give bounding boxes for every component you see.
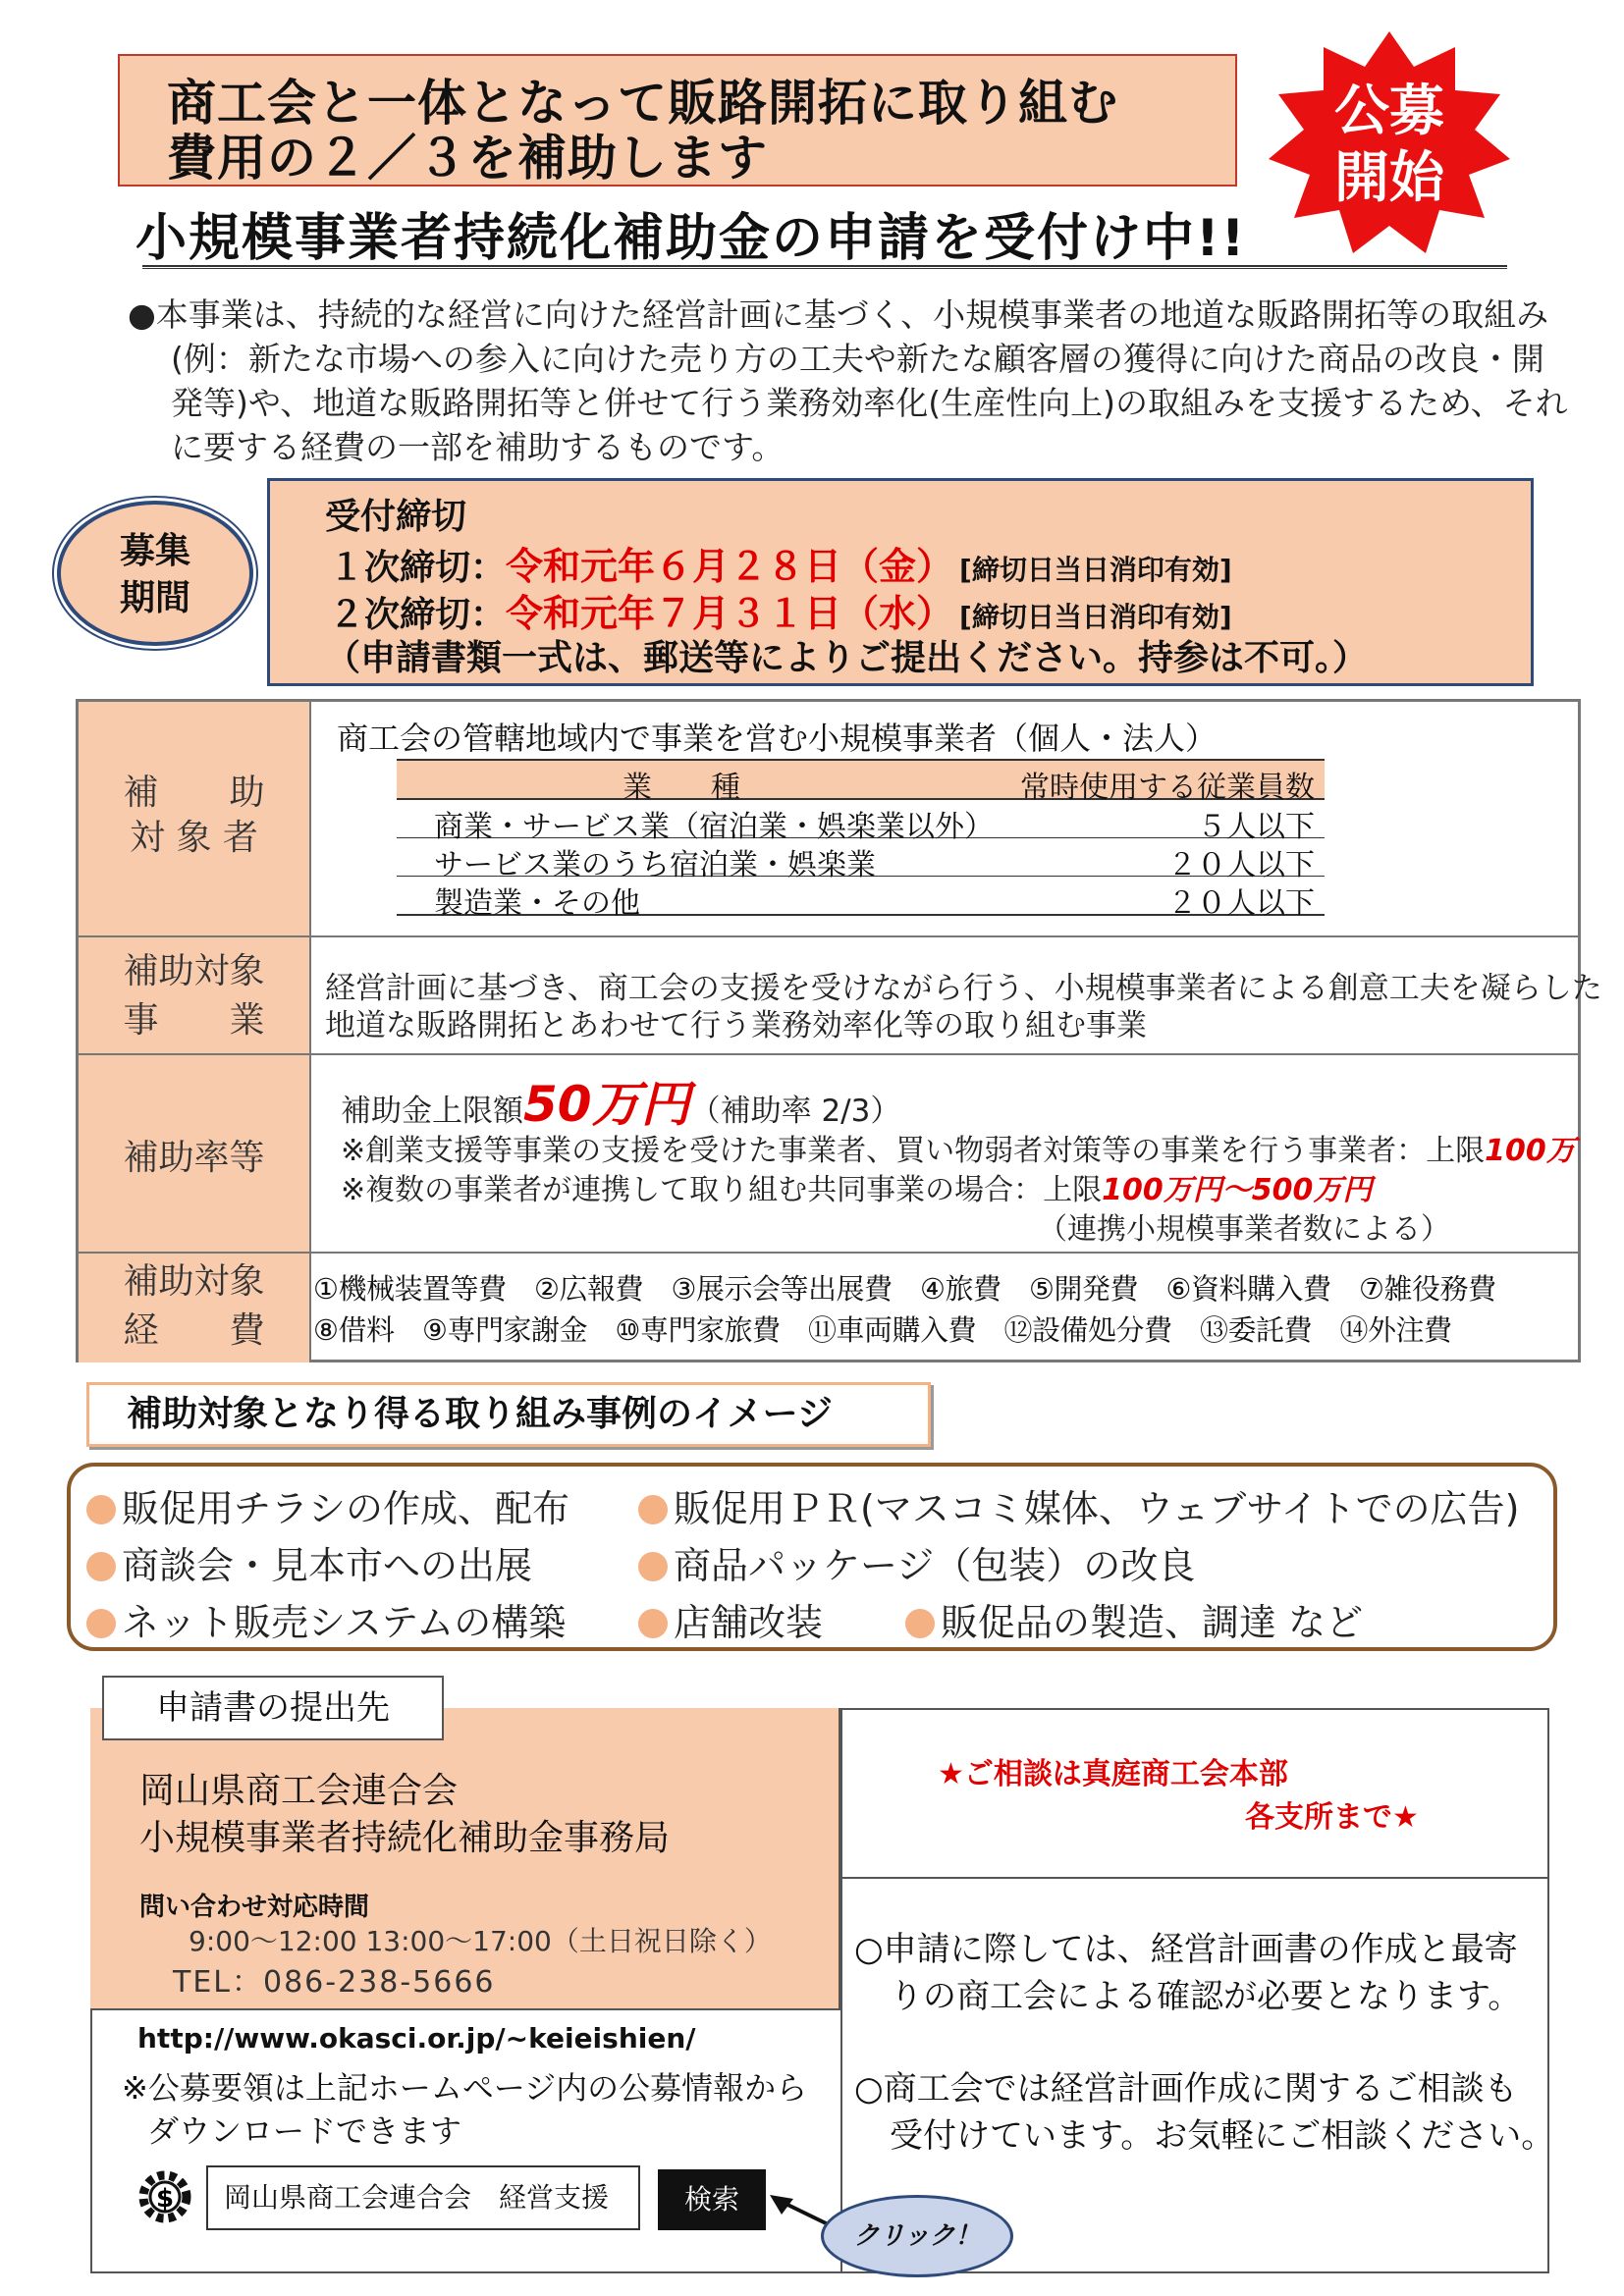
rate-note2-suffix: （連携小規模事業者数による） xyxy=(1038,1212,1450,1247)
period-note: （申請書類一式は、郵送等によりご提出ください。持参は不可。） xyxy=(325,638,1369,678)
shokokai-logo-gear-icon xyxy=(134,2165,196,2228)
industry-cell: サービス業のうち宿泊業・娯楽業 xyxy=(434,848,876,882)
bullet-dot-icon xyxy=(86,1552,116,1581)
header-line2: 費用の２／３を補助します xyxy=(167,130,768,187)
first-deadline xyxy=(329,536,1232,590)
target-label-1: 補 助 xyxy=(123,773,265,813)
project-line2: 地道な販路開拓とあわせて行う業務効率化等の取り組む事業 xyxy=(325,1008,1147,1043)
download-note-1: ※公募要領は上記ホームページ内の公募情報から xyxy=(122,2069,808,2107)
tel-text: TEL：086-238-5666 xyxy=(173,1965,496,2000)
hours-text: 9:00～12:00 13:00～17:00（土日祝日除く） xyxy=(189,1925,772,1957)
bullet-dot-icon xyxy=(86,1495,116,1524)
consult-note2-line2: 受付けています。お気軽にご相談ください。 xyxy=(890,2116,1555,2156)
org-name-1: 岡山県商工会連合会 xyxy=(139,1771,459,1811)
period-box xyxy=(267,478,1534,686)
list-item xyxy=(638,1592,823,1646)
example-text: ネット販売システムの構築 xyxy=(122,1601,567,1644)
svg-text:$: $ xyxy=(155,2184,175,2214)
subtitle: 小規模事業者持続化補助金の申請を受付け中!! xyxy=(135,209,1247,268)
consult-note2-line1: ○商工会では経営計画作成に関するご相談も xyxy=(854,2069,1518,2109)
example-text: 販促品の製造、調達 など xyxy=(941,1601,1364,1644)
expense-label-1: 補助対象 xyxy=(123,1261,265,1302)
target-label xyxy=(79,702,311,937)
expense-content xyxy=(311,1254,1578,1362)
submission-tab: 申請書の提出先 xyxy=(102,1676,444,1740)
first-deadline-note: [締切日当日消印有効] xyxy=(959,554,1232,586)
header-line1: 商工会と一体となって販路開拓に取り組む xyxy=(167,75,1118,132)
target-label-2: 対 象 者 xyxy=(130,818,258,858)
click-callout: クリック！ xyxy=(821,2195,1013,2277)
col-industry: 業 種 xyxy=(623,771,740,805)
col-employees: 常時使用する従業員数 xyxy=(1020,771,1315,805)
period-label-oval xyxy=(57,501,253,646)
examples-title: 補助対象となり得る取り組み事例のイメージ xyxy=(86,1382,931,1447)
bullet-dot-icon xyxy=(86,1609,116,1638)
bottom-divider-horizontal xyxy=(840,1877,1549,1879)
second-deadline-date: 令和元年７月３１日（水） xyxy=(506,592,954,635)
industry-cell: 製造業・その他 xyxy=(434,886,640,921)
bullet-dot-icon xyxy=(905,1609,935,1638)
rate-note1 xyxy=(341,1126,1576,1169)
target-desc: 商工会の管轄地域内で事業を営む小規模事業者（個人・法人） xyxy=(337,720,1218,757)
org-name-2: 小規模事業者持続化補助金事務局 xyxy=(139,1818,671,1858)
deadline-heading: 受付締切 xyxy=(325,497,467,537)
example-text: 商品パッケージ（包装）の改良 xyxy=(674,1544,1196,1587)
rate-label: 補助率等 xyxy=(79,1055,311,1254)
project-content xyxy=(311,937,1602,1055)
project-label-1: 補助対象 xyxy=(123,951,265,991)
rate-note1-amount: 100万 xyxy=(1485,1134,1576,1168)
rate-note2-amount: 100万円～500万円 xyxy=(1102,1173,1373,1207)
industry-table-header xyxy=(397,759,1325,805)
hours-label: 問い合わせ対応時間 xyxy=(139,1893,370,1922)
project-line1: 経営計画に基づき、商工会の支援を受けながら行う、小規模事業者による創意工夫を凝らした xyxy=(325,971,1602,1006)
table-row xyxy=(397,877,1325,921)
list-item xyxy=(905,1592,1363,1646)
list-item xyxy=(86,1535,532,1589)
example-text: 販促用チラシの作成、配布 xyxy=(122,1487,570,1530)
search-box[interactable]: 岡山県商工会連合会 経営支援 xyxy=(206,2165,640,2230)
industry-table xyxy=(397,759,1325,921)
rate-note2 xyxy=(341,1165,1372,1208)
homepage-link[interactable]: http://www.okasci.or.jp/~keieishien/ xyxy=(137,2022,696,2055)
badge-line2: 開始 xyxy=(1334,146,1444,210)
table-row xyxy=(397,838,1325,882)
intro-text xyxy=(128,293,1571,469)
rate-note2-prefix: ※複数の事業者が連携して取り組む共同事業の場合：上限 xyxy=(341,1173,1103,1207)
period-label-1: 募集 xyxy=(119,531,190,571)
list-item xyxy=(86,1478,569,1532)
project-label-2: 事 業 xyxy=(123,1000,265,1041)
period-label-2: 期間 xyxy=(119,578,190,618)
example-text: 商談会・見本市への出展 xyxy=(122,1544,533,1587)
subtitle-underline xyxy=(142,265,1507,269)
rate-content xyxy=(311,1055,1578,1254)
second-deadline-label: ２次締切： xyxy=(329,595,507,635)
expense-line2: ⑧借料 ⑨専門家謝金 ⑩専門家旅費 ⑪車両購入費 ⑫設備処分費 ⑬委託費 ⑭外注費 xyxy=(313,1313,1452,1347)
table-row xyxy=(397,800,1325,844)
rate-limit-amount: 50万円 xyxy=(523,1076,690,1133)
consult-line1: ★ご相談は真庭商工会本部 xyxy=(938,1757,1288,1791)
open-badge-burst-icon xyxy=(1267,29,1512,255)
expense-label xyxy=(79,1254,311,1362)
expense-label-2: 経 費 xyxy=(123,1310,265,1351)
list-item xyxy=(638,1535,1195,1589)
rate-limit-prefix: 補助金上限額 xyxy=(341,1094,523,1129)
bullet-dot-icon xyxy=(638,1552,668,1581)
bullet-dot-icon xyxy=(638,1609,668,1638)
second-deadline-note: [締切日当日消印有効] xyxy=(959,601,1232,633)
expense-line1: ①機械装置等費 ②広報費 ③展示会等出展費 ④旅費 ⑤開発費 ⑥資料購入費 ⑦雑役務費 xyxy=(313,1272,1496,1306)
consult-line2: 各支所まで★ xyxy=(1245,1800,1419,1835)
badge-line1: 公募 xyxy=(1334,80,1444,143)
examples-box xyxy=(67,1463,1557,1651)
example-text: 店舗改装 xyxy=(674,1601,824,1644)
rate-note1-prefix: ※創業支援等事業の支援を受けた事業者、買い物弱者対策等の事業を行う事業者：上限 xyxy=(341,1134,1486,1168)
header-box xyxy=(118,54,1237,187)
project-label xyxy=(79,937,311,1055)
employees-cell: ２０人以下 xyxy=(1167,848,1315,882)
address-box xyxy=(90,1708,840,2010)
rate-limit-rate: （補助率 2/3） xyxy=(689,1094,901,1129)
consult-note1-line2: りの商工会による確認が必要となります。 xyxy=(890,1977,1522,2016)
example-text: 販促用ＰＲ(マスコミ媒体、ウェブサイトでの広告) xyxy=(674,1487,1520,1530)
list-item xyxy=(638,1478,1519,1532)
first-deadline-date: 令和元年６月２８日（金） xyxy=(506,545,954,588)
search-button[interactable]: 検索 xyxy=(658,2169,766,2230)
download-note-2: ダウンロードできます xyxy=(147,2112,462,2150)
first-deadline-label: １次締切： xyxy=(329,548,507,588)
industry-cell: 商業・サービス業（宿泊業・娯楽業以外） xyxy=(434,810,994,844)
intro-paragraph: ●本事業は、持続的な経営に向けた経営計画に基づく、小規模事業者の地道な販路開拓等の取組み(例：新たな市場への参入に向けた売り方の工夫や新たな顧客層の獲得に向けた商品の改良・開発等)や、地道な販路開拓等と併せて行う業務効率化(生産性向上)の取組みを支援するため、それに要する経費の一部を補助するものです。 xyxy=(128,295,1568,466)
employees-cell: ５人以下 xyxy=(1197,810,1315,844)
employees-cell: ２０人以下 xyxy=(1167,886,1315,921)
second-deadline xyxy=(329,583,1232,637)
consult-note1-line1: ○申請に際しては、経営計画書の作成と最寄 xyxy=(854,1930,1518,1969)
bullet-dot-icon xyxy=(638,1495,668,1524)
list-item xyxy=(86,1592,566,1646)
